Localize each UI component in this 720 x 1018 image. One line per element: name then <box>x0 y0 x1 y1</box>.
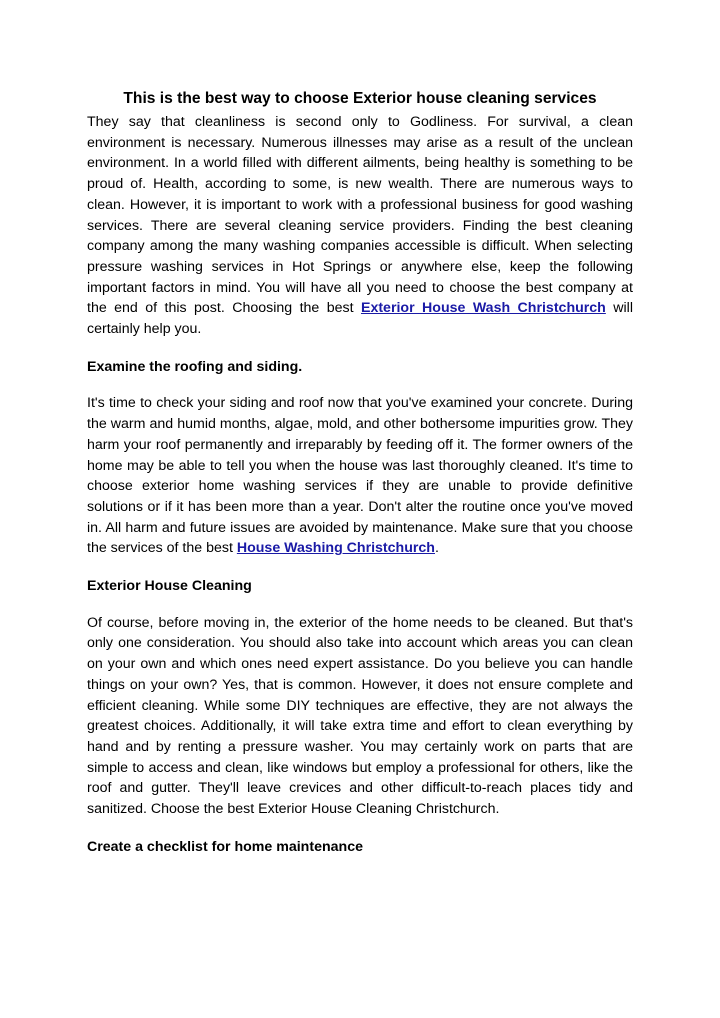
section-heading-checklist: Create a checklist for home maintenance <box>87 838 363 855</box>
spacer <box>87 597 633 613</box>
document-title: This is the best way to choose Exterior house cleaning services <box>123 90 597 107</box>
intro-text-before-link: They say that cleanliness is second only to Godliness. For survival, a clean environment is necessary. Numerous illnesses may arise as a result of the unclean environment. In a world filled with different ailments, being healthy is something to be proud of. Health, according to some, is new wealth. There are numerous ways to clean. However, it is important to work with a professional business for good washing services. There are several cleaning service providers. Finding the best cleaning company among the many washing companies accessible is difficult. When selecting pressure washing services in Hot Springs or anywhere else, keep the following important factors in mind. You will have all you need to choose the best company at the end of this post. Choosing the best <box>87 114 633 317</box>
document-page <box>87 86 633 858</box>
spacer <box>87 340 633 357</box>
intro-text-after-link: will certainly help you. <box>87 300 633 338</box>
section-heading-roofing: Examine the roofing and siding. <box>87 358 303 375</box>
roofing-paragraph <box>87 393 633 559</box>
spacer <box>87 820 633 837</box>
intro-paragraph <box>87 112 633 340</box>
spacer <box>87 559 633 576</box>
section-heading-exterior-cleaning: Exterior House Cleaning <box>87 578 252 595</box>
roofing-text-before-link: It's time to check your siding and roof now that you've examined your concrete. During the warm and humid months, algae, mold, and other bothersome impurities grow. They harm your roof permanently and irreparably by feeding off it. The former owners of the home may be able to tell you when the house was last thoroughly cleaned. It's time to choose exterior home washing services if they are unable to provide definitive solutions or if it has been more than a year. Don't alter the routine once you've moved in. All harm and future issues are avoided by maintenance. Make sure that you choose the services of the best <box>87 395 633 557</box>
spacer <box>87 377 633 393</box>
house-washing-link[interactable]: House Washing Christchurch <box>236 540 435 557</box>
roofing-text-after-link: . <box>434 540 439 557</box>
exterior-cleaning-paragraph: Of course, before moving in, the exterior of the home needs to be cleaned. But that's only one consideration. You should also take into account which areas you can clean on your own and which ones need expert assistance. Do you believe you can handle things on your own? Yes, that is common. However, it does not ensure complete and efficient cleaning. While some DIY techniques are effective, they are not always the greatest choices. Additionally, it will take extra time and effort to clean everything by hand and by renting a pressure washer. You may certainly work on parts that are simple to access and clean, like windows but employ a professional for others, like the roof and gutter. They'll leave crevices and other difficult-to-reach places tidy and sanitized. Choose the best Exterior House Cleaning Christchurch. <box>87 614 633 818</box>
exterior-house-wash-link[interactable]: Exterior House Wash Christchurch <box>360 300 606 317</box>
